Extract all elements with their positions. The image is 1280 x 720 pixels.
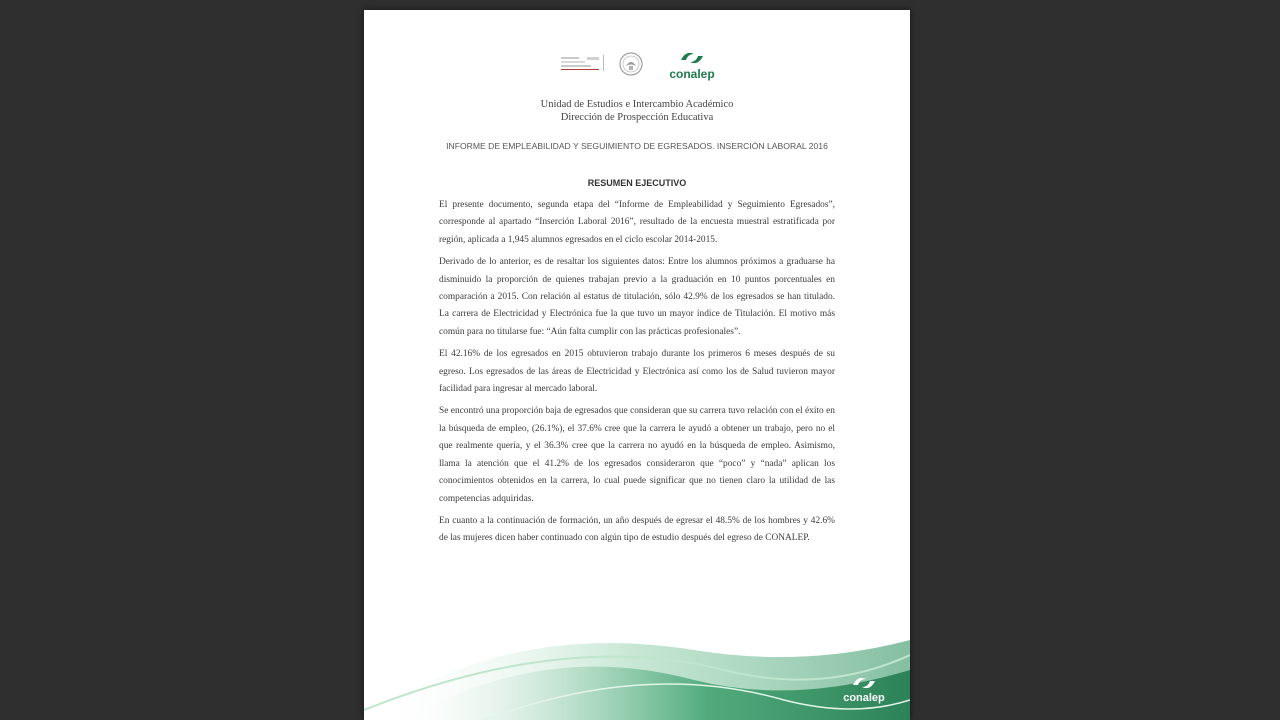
- conalep-logo: [664, 48, 720, 82]
- unit-heading: [364, 98, 910, 124]
- footer-conalep-logo: [836, 672, 892, 708]
- paragraph-1: El presente documento, segunda etapa del “Informe de Empleabilidad y Seguimiento Egresados”, corresponde al apartado “Inserción Laboral 2016”, resultado de la encuesta muestral estratificada por región, aplicada a 1,945 alumnos egresados en el ciclo escolar 2014-2015.: [439, 200, 835, 245]
- conalep-emblem-icon: [664, 48, 720, 68]
- document-body: [439, 197, 835, 553]
- conalep-emblem-icon: [836, 672, 892, 692]
- footer-conalep-label: conalep: [843, 692, 885, 704]
- report-title: INFORME DE EMPLEABILIDAD Y SEGUIMIENTO DE EGRESADOS. INSERCIÓN LABORAL 2016: [446, 141, 828, 151]
- paragraph-2: Derivado de lo anterior, es de resaltar los siguientes datos: Entre los alumnos próximos a graduarse ha disminuido la proporción de quienes trabajan previo a la graduación en 10 puntos porcentuales en comparación a 2015. Con relación al estatus de titulación, sólo 42.9% de los egresados se han titulado. La carrera de Electricidad y Electrónica fue la que tuvo un mayor índice de Titulación. El motivo más común para no titularse fue: “Aún falta cumplir con las prácticas profesionales”.: [439, 257, 835, 337]
- mexico-seal-icon: [619, 52, 643, 76]
- summary-title: RESUMEN EJECUTIVO: [587, 178, 687, 188]
- header-logos: [364, 48, 910, 88]
- conalep-label: conalep: [669, 67, 715, 81]
- paragraph-4: Se encontró una proporción baja de egresados que consideran que su carrera tuvo relación con el éxito en la búsqueda de empleo, (26.1%), el 37.6% cree que la carrera le ayudó a obtener un trabajo, pero no el que realmente quería, y el 36.3% cree que la carrera no ayudó en la búsqueda de empleo. Asimismo, llama la atención que el 41.2% de los egresados consideraron que “poco” y “nada” aplican los conocimientos obtenidos en la carrera, lo cual puede significar que no tienen claro la utilidad de las competencias adquiridas.: [439, 406, 835, 504]
- sep-logo: [557, 54, 607, 72]
- paragraph-5: En cuanto a la continuación de formación, un año después de egresar el 48.5% de los hombres y 42.6% de las mujeres dicen haber continuado con algún tipo de estudio después del egreso de CONALEP.: [439, 515, 835, 544]
- unit-line-1: Unidad de Estudios e Intercambio Académico: [540, 99, 734, 110]
- paragraph-3: El 42.16% de los egresados en 2015 obtuvieron trabajo durante los primeros 6 meses después de su egreso. Los egresados de las áreas de Electricidad y Electrónica así como los de Salud tuvieron mayor facilidad para ingresar al mercado laboral.: [439, 349, 835, 395]
- document-page: [364, 10, 910, 720]
- unit-line-2: Dirección de Prospección Educativa: [560, 112, 714, 123]
- green-wave-decoration: [364, 610, 910, 720]
